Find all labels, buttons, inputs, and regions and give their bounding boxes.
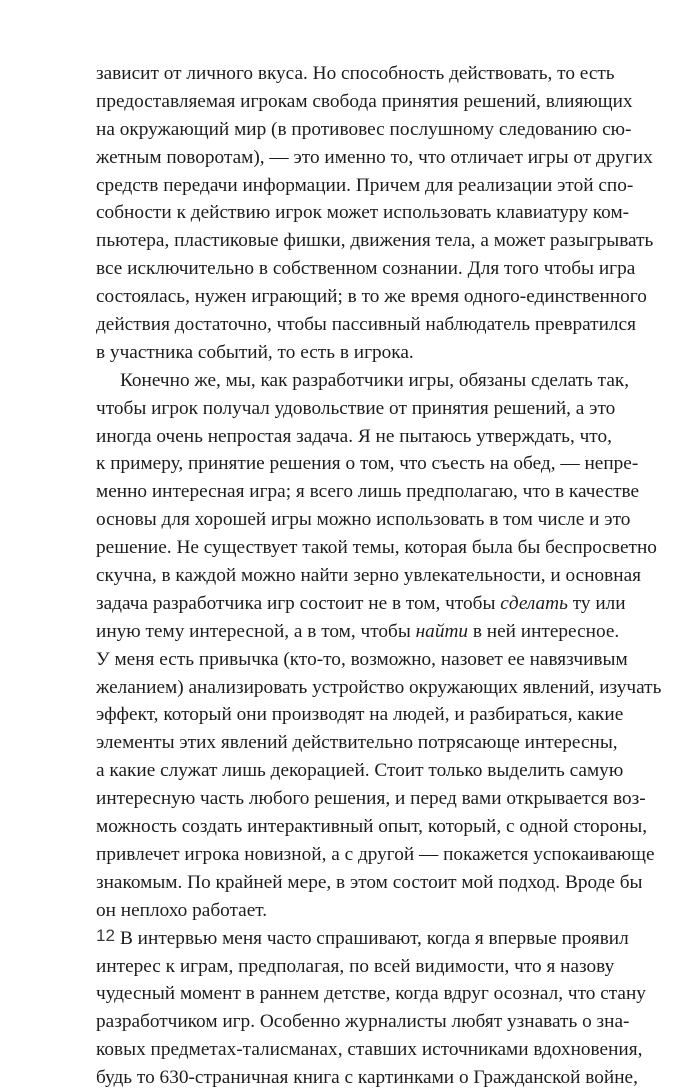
text-line bbox=[96, 199, 630, 227]
text-line bbox=[96, 785, 646, 813]
text-line bbox=[96, 841, 655, 869]
text-line bbox=[96, 395, 616, 423]
text-run: решение. Не существует такой темы, которая была бы беспросветно bbox=[96, 537, 657, 559]
body-text bbox=[96, 60, 662, 1092]
text-run: привлечет игрока новизной, а с другой — покажется успокаивающе bbox=[96, 843, 655, 865]
text-line bbox=[96, 1064, 638, 1092]
text-run: иногда очень непростая задача. Я не пытаюсь утверждать, что, bbox=[96, 425, 612, 447]
text-run: чудесный момент в раннем детстве, когда вдруг осознал, что стану bbox=[96, 983, 646, 1005]
text-run: в участника событий, то есть в игрока. bbox=[96, 341, 414, 363]
text-run: интересную часть любого решения, и перед вами открывается воз- bbox=[96, 788, 646, 810]
text-line bbox=[96, 925, 629, 953]
text-line bbox=[96, 729, 618, 757]
text-line bbox=[96, 534, 657, 562]
text-run: скучна, в каждой можно найти зерно увлекательности, и основная bbox=[96, 565, 642, 587]
text-run: он неплохо работает. bbox=[96, 899, 268, 921]
text-run: эффект, который они производят на людей, и разбираться, какие bbox=[96, 704, 624, 726]
text-run: ковых предметах-талисманах, ставших источниками вдохновения, bbox=[96, 1039, 643, 1061]
text-run: элементы этих явлений действительно потрясающе интересны, bbox=[96, 732, 618, 754]
text-line bbox=[96, 590, 626, 618]
text-line bbox=[96, 1036, 643, 1064]
text-run: основы для хорошей игры можно использовать в том числе и это bbox=[96, 509, 631, 531]
text-line bbox=[96, 813, 648, 841]
text-line bbox=[96, 144, 653, 172]
text-run: предоставляемая игрокам свобода принятия решений, влияющих bbox=[96, 90, 633, 112]
emphasis: найти bbox=[415, 620, 469, 642]
text-line bbox=[96, 757, 624, 785]
text-line bbox=[96, 953, 615, 981]
text-line bbox=[96, 478, 640, 506]
text-line bbox=[96, 980, 646, 1008]
text-line bbox=[96, 255, 636, 283]
text-line bbox=[96, 116, 632, 144]
text-line bbox=[96, 562, 642, 590]
text-run: все исключительно в собственном сознании. Для того чтобы игра bbox=[96, 258, 636, 280]
text-run: на окружающий мир (в противовес послушному следованию сю- bbox=[96, 118, 632, 140]
text-run: собности к действию игрок может использовать клавиатуру ком- bbox=[96, 202, 630, 224]
text-run: ту или bbox=[567, 592, 626, 614]
text-run: будь то 630-страничная книга с картинками о Гражданской войне, bbox=[96, 1067, 638, 1089]
text-run: У меня есть привычка (кто-то, возможно, назовет ее навязчивым bbox=[96, 648, 628, 670]
text-line bbox=[96, 701, 624, 729]
text-line bbox=[96, 60, 615, 88]
page-number: 12 bbox=[96, 926, 115, 945]
text-run: желанием) анализировать устройство окружающих явлений, изучать bbox=[96, 676, 662, 698]
text-line bbox=[96, 88, 633, 116]
text-run: а какие служат лишь декорацией. Стоит только выделить самую bbox=[96, 760, 624, 782]
emphasis: сделать bbox=[500, 592, 568, 614]
text-run: пьютера, пластиковые фишки, движения тела, а может разыгрывать bbox=[96, 230, 654, 252]
text-run: интерес к играм, предполагая, по всей видимости, что я назову bbox=[96, 955, 615, 977]
text-line bbox=[96, 450, 639, 478]
text-run: знакомым. По крайней мере, в этом состоит мой подход. Вроде бы bbox=[96, 871, 643, 893]
text-run: чтобы игрок получал удовольствие от принятия решений, а это bbox=[96, 397, 616, 419]
text-run: зависит от личного вкуса. Но способность действовать, то есть bbox=[96, 63, 615, 84]
text-line bbox=[96, 423, 612, 451]
text-line bbox=[96, 674, 662, 702]
text-line bbox=[96, 311, 636, 339]
text-line bbox=[96, 172, 634, 200]
text-line bbox=[96, 618, 620, 646]
text-run: средств передачи информации. Причем для реализации этой спо- bbox=[96, 174, 634, 196]
text-run: разработчиком игр. Особенно журналисты любят узнавать о зна- bbox=[96, 1011, 630, 1033]
text-line bbox=[96, 646, 628, 674]
text-line bbox=[96, 1008, 630, 1036]
text-run: в ней интересное. bbox=[468, 620, 620, 642]
text-run: действия достаточно, чтобы пассивный наблюдатель превратился bbox=[96, 314, 636, 336]
text-run: состоялась, нужен играющий; в то же время одного-единственного bbox=[96, 286, 647, 308]
text-line bbox=[96, 897, 586, 925]
text-run: иную тему интересной, а в том, чтобы bbox=[96, 620, 416, 642]
text-line bbox=[96, 227, 654, 255]
text-line bbox=[96, 339, 586, 367]
text-run: менно интересная игра; я всего лишь предполагаю, что в качестве bbox=[96, 481, 640, 503]
text-run: жетным поворотам), — это именно то, что отличает игры от других bbox=[96, 146, 653, 168]
text-line bbox=[96, 506, 631, 534]
text-run: к примеру, принятие решения о том, что съесть на обед, — непре- bbox=[96, 453, 639, 475]
text-run: можность создать интерактивный опыт, который, с одной стороны, bbox=[96, 816, 648, 838]
text-run: В интервью меня часто спрашивают, когда я впервые проявил bbox=[120, 927, 629, 949]
text-run: Конечно же, мы, как разработчики игры, обязаны сделать так, bbox=[120, 369, 630, 391]
text-line bbox=[96, 283, 647, 311]
text-line bbox=[96, 367, 630, 395]
text-run: задача разработчика игр состоит не в том, чтобы bbox=[96, 592, 501, 614]
text-line bbox=[96, 869, 643, 897]
